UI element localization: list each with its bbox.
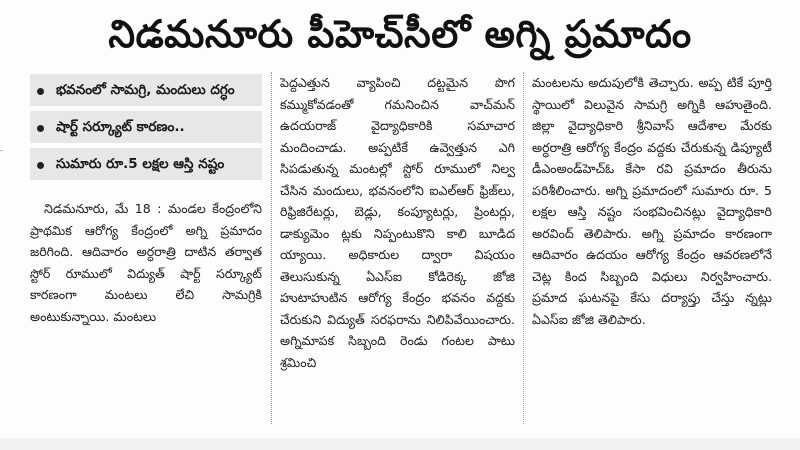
bullet-icon [37, 88, 44, 95]
highlight-text: సుమారు రూ.5 లక్షల ఆస్తి నష్టం [56, 156, 225, 172]
article-paragraph: పెద్దఎత్తున వ్యాపించి దట్టమైన పొగ కమ్ముకోవడంతో గమనించిన వాచ్‌మన్ ఉదయరాజ్ వైద్యాధికారికి సమాచార మందించాడు. అప్పటికే ఉవ్వెత్తున ఎగి సిపడుతున్న మంటల్లో స్టోర్ రూములో నిల్వ చేసిన మందులు, భవనంలోని ఐఎల్‌ఆర్ ఫ్రిజ్‌లు, రిఫ్రిజిరేటర్లు, బెడ్లు, కంప్యూటర్లు, ప్రింటర్లు, డాక్యుమెం ట్లకు నిప్పంటుకొని కాలి బూడిద య్యాయి. అధికారుల ద్వారా విషయం తెలుసుకున్న ఏఎస్ఐ కోడిరెక్క జోజి హుటాహుటిన ఆరోగ్య కేంద్రం భవనం వద్దకు చేరుకుని విద్యుత్ సరఫరాను నిలిపివేయించారు. అగ్నిమాపక సిబ్బంది రెండు గంటల పాటు శ్రమించి [280, 75, 515, 370]
highlight-text: షార్ట్ సర్క్యూట్ కారణం.. [56, 119, 185, 135]
highlight-item [30, 148, 262, 180]
highlight-item [30, 111, 262, 143]
headline: నిడమనూరు పీహెచ్‌సీలో అగ్ని ప్రమాదం [108, 12, 692, 56]
article-column-2 [280, 72, 515, 436]
article-column-1 [30, 70, 262, 436]
bullet-icon [37, 125, 44, 132]
page-edge-mark [0, 150, 3, 151]
page-bottom-margin [0, 438, 800, 450]
article-column-3 [532, 72, 772, 436]
column-divider [271, 72, 272, 424]
article-paragraph: మంటలను అదుపులోకి తెచ్చారు. అప్ప టికే పూర్తి స్థాయిలో విలువైన సామగ్రి అగ్నికి ఆహుతైంది. జిల్లా వైద్యాధికారి శ్రీనివాస్ ఆదేశాల మేరకు అర్ధరాత్రి ఆరోగ్య కేంద్రం వద్దకు చేరుకున్న డిప్యూటీ డీఎంఅండ్‌హెచ్‌ఓ కేసా రవి ప్రమాదం తీరును పరిశీలించారు. అగ్ని ప్రమాదంలో సుమారు రూ. 5 లక్షల ఆస్తి నష్టం సంభవించినట్లు వైద్యాధికారి అరవింద్ తెలిపారు. అగ్ని ప్రమాదం కారణంగా ఆదివారం ఉదయం ఆరోగ్య కేంద్రం ఆవరణలోనే చెట్ల కింద సిబ్బంది విధులు నిర్వహించారు. ప్రమాద ఘటనపై కేసు దర్యాప్తు చేస్తు న్నట్లు ఏఎస్ఐ జోజి తెలిపారు. [532, 75, 772, 327]
article-paragraph: నిడమనూరు, మే 18 : మండల కేంద్రంలోని ప్రాథమిక ఆరోగ్య కేంద్రంలో అగ్ని ప్రమాదం జరిగింది. ఆదివారం అర్ధరాత్రి దాటిన తర్వాత స్టోర్ రూములో విద్యుత్ షార్ట్ సర్క్యూట్ కారణంగా మంటలు లేచి సామగ్రికి అంటుకున్నాయి. మంటలు [30, 201, 262, 324]
highlight-item [30, 74, 262, 106]
highlights-box [30, 74, 262, 180]
highlight-text: భవనంలో సామగ్రి, మందులు దగ్ధం [56, 82, 235, 98]
bullet-icon [37, 162, 44, 169]
column-divider [523, 72, 524, 424]
